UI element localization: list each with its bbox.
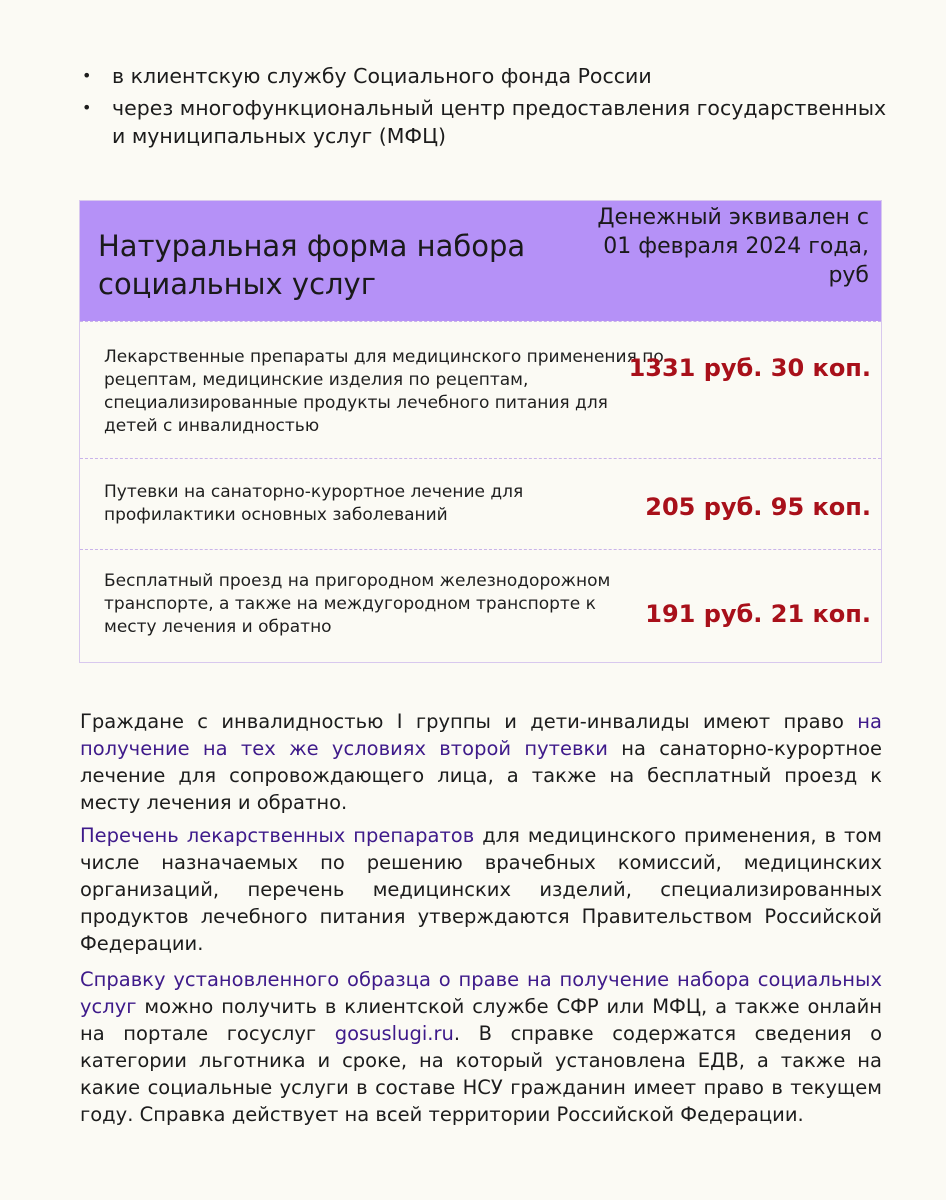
paragraph-second-voucher: Граждане с инвалидностью I группы и дети-инвалиды имеют право на получение на тех же условиях второй путевки на санаторно-курортное лечение для сопровождающего лица, а также на бесплатный проезд к месту лечения и обратно. <box>80 710 882 814</box>
paragraph-medicines-list: Перечень лекарственных препаратов для медицинского применения, в том числе назначаемых по решению врачебных комиссий, медицинских организаций, перечень медицинских изделий, специализированных продуктов лечебного питания утверждаются Правительством Российской Федерации. <box>80 824 882 955</box>
header-service-form: Натуральная форма набора социальных услуг <box>98 229 526 301</box>
bullet-icon: • <box>82 98 92 117</box>
row-price: 1331 руб. 30 коп. <box>628 354 871 382</box>
paragraph-certificate: Справку установленного образца о праве на получение набора социальных услуг можно получить в клиентской службе СФР или МФЦ, а также онлайн на портале госуслуг gosuslugi.ru. В справке содержатся сведения о категории льготника и сроке, на который установлена ЕДВ, а также на какие социальные услуги в составе НСУ гражданин имеет право в текущем году. Справка действует на всей территории Российской Федерации. <box>80 968 882 1126</box>
highlight-text: Перечень лекарственных препаратов <box>80 824 475 847</box>
row-description: Бесплатный проезд на пригородном железнодорожном транспорте, а также на междугородном транспорте к месту лечения и обратно <box>104 571 611 637</box>
header-money-equivalent: Денежный эквивален с 01 февраля 2024 года, руб <box>597 205 869 288</box>
row-description: Путевки на санаторно-курортное лечение для профилактики основных заболеваний <box>104 482 524 525</box>
highlight-text: Справку установленного образца о праве на получение набора социальных услуг <box>80 968 882 1018</box>
list-item: • в клиентскую службу Социального фонда России <box>82 64 652 88</box>
table-row <box>80 458 881 549</box>
row-price: 205 руб. 95 коп. <box>645 493 871 521</box>
table-row <box>80 549 881 662</box>
row-price: 191 руб. 21 коп. <box>645 600 871 628</box>
gosuslugi-link[interactable]: gosuslugi.ru <box>334 1022 454 1045</box>
table-row <box>80 321 881 458</box>
list-item: • через многофункциональный центр предоставления государственных и муниципальных услуг (МФЦ) <box>82 96 887 148</box>
services-table <box>79 200 882 663</box>
bullet-list <box>82 62 902 154</box>
row-description: Лекарственные препараты для медицинского применения по рецептам, медицинские изделия по рецептам, специализированные продукты лечебного питания для детей с инвалидностью <box>104 347 664 436</box>
highlight-text: на получение на тех же условиях второй путевки <box>80 710 882 760</box>
bullet-icon: • <box>82 66 92 85</box>
table-header <box>80 201 881 321</box>
